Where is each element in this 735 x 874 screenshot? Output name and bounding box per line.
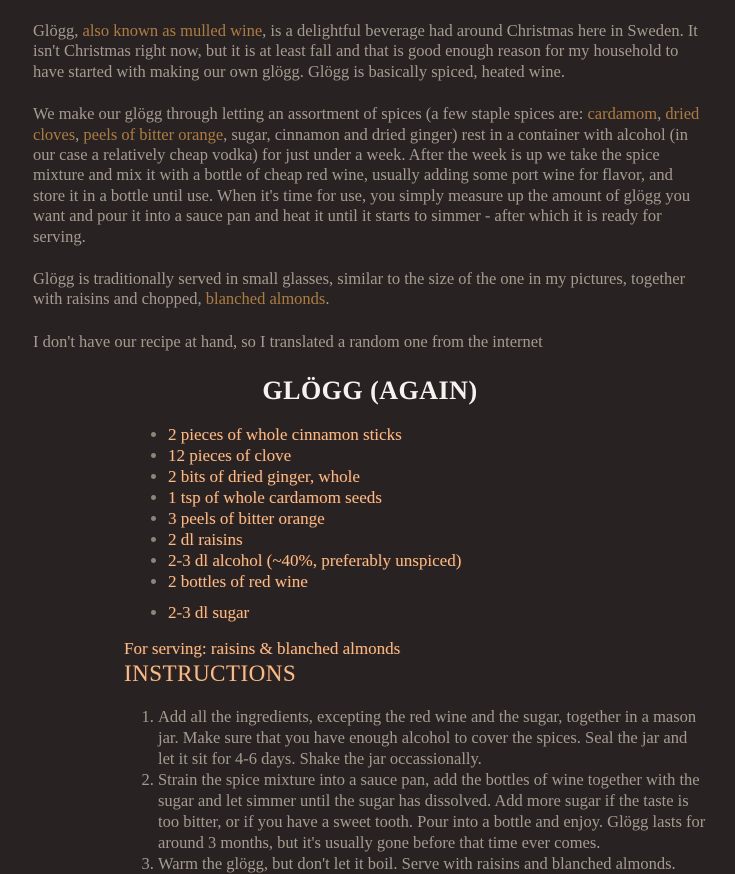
inline-link[interactable]: also known as mulled wine (82, 21, 263, 40)
paragraph (33, 269, 707, 310)
serving-note: For serving: raisins & blanched almonds (124, 639, 401, 659)
text-segment: . (325, 289, 330, 309)
inline-link[interactable]: blanched almonds (205, 289, 326, 309)
paragraph (33, 21, 707, 82)
ingredient-item: • 12 pieces of clove (168, 445, 707, 466)
ingredient-item: • 1 tsp of whole cardamom seeds (168, 487, 707, 508)
ingredient-list-main (33, 424, 707, 592)
text-segment: , sugar, cinnamon and dried ginger) rest in a container with alcohol (in our case a relatively cheap vodka) for just under a week. After the week is up we take the spice mixture and mix it with a bottle of cheap red wine, usually adding some port wine for flavor, and store it in a bottle until use. When it's time for use, you simply measure up the amount of glögg you want and pour it into a sauce pan and heat it until it starts to simmer - after which it is ready for serving. (33, 124, 691, 246)
ingredient-item: • 3 peels of bitter orange (168, 508, 707, 529)
instruction-step: 1. Add all the ingredients, excepting the red wine and the sugar, together in a mason jar. Make sure that you have enough alcohol to cover the spices. Seal the jar and let it sit for 4-6 days. Shake the jar occassionally. (158, 706, 707, 769)
paragraph (33, 104, 707, 247)
recipe-title: GLÖGG (AGAIN) (262, 376, 478, 406)
recipe-card (33, 376, 707, 874)
instruction-steps (33, 706, 707, 874)
intro-paragraphs (33, 21, 707, 352)
inline-link[interactable]: cardamom (587, 104, 658, 124)
text-segment: We make our glögg through letting an assortment of spices (a few staple spices are: (33, 104, 588, 124)
ingredient-list-extra (33, 602, 707, 623)
text-segment: Glögg, (33, 21, 83, 40)
text-segment: , (657, 104, 666, 124)
instruction-step: 2. Strain the spice mixture into a sauce pan, add the bottles of wine together with the sugar and let simmer until the sugar has dissolved. Add more sugar if the taste is too bitter, or if you have a sweet tooth. Pour into a bottle and enjoy. Glögg lasts for around 3 months, but it's usually gone before that time ever comes. (158, 769, 707, 853)
text-segment: , (75, 124, 84, 144)
text-segment: Glögg is traditionally served in small glasses, similar to the size of the one in my pictures, together with raisins and chopped, (33, 269, 686, 309)
text-segment: I don't have our recipe at hand, so I translated a random one from the internet (33, 331, 543, 351)
ingredient-item: • 2 bottles of red wine (168, 571, 707, 592)
ingredient-item: • 2 bits of dried ginger, whole (168, 466, 707, 487)
paragraph (33, 332, 707, 352)
ingredient-item: • 2 dl raisins (168, 529, 707, 550)
inline-link[interactable]: peels of bitter orange (83, 124, 224, 144)
inline-link[interactable]: dried cloves (33, 104, 700, 144)
ingredient-item: • 2-3 dl sugar (168, 602, 707, 623)
ingredient-item: • 2-3 dl alcohol (~40%, preferably unspiced) (168, 550, 707, 571)
ingredient-item: • 2 pieces of whole cinnamon sticks (168, 424, 707, 445)
text-segment: , is a delightful beverage had around Christmas here in Sweden. It isn't Christmas right now, but it is at least fall and that is good enough reason for my household to have started with making our own glögg. Glögg is basically spiced, heated wine. (33, 21, 698, 81)
instruction-step: 3. Warm the glögg, but don't let it boil. Serve with raisins and blanched almonds. (158, 853, 707, 874)
instructions-heading: INSTRUCTIONS (124, 661, 297, 687)
